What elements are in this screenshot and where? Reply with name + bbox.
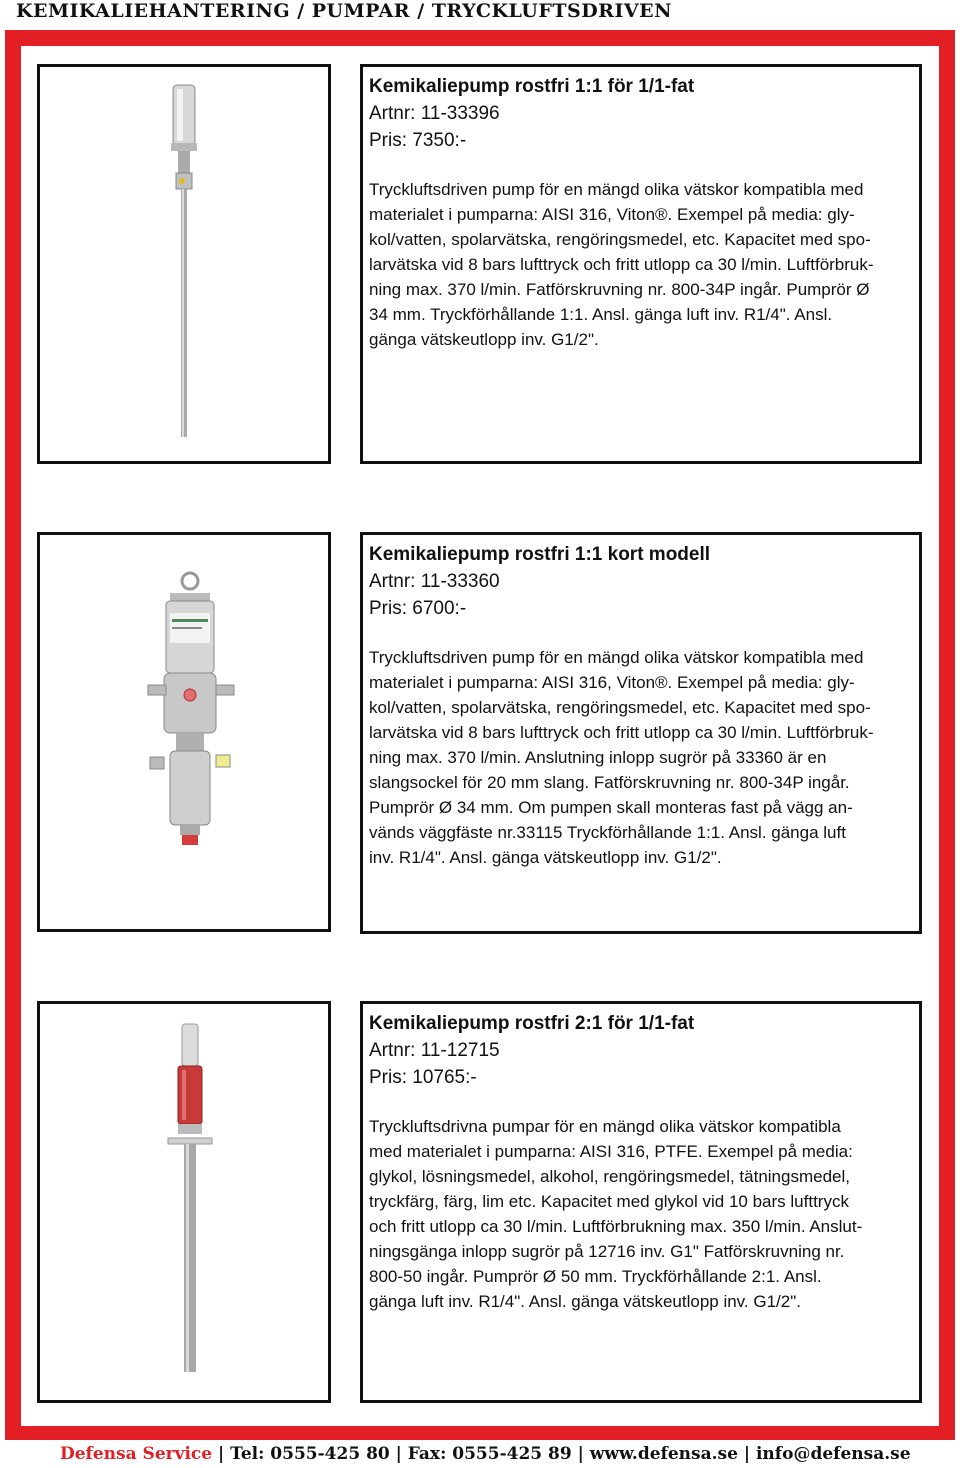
footer-fax: Fax: 0555-425 89 [407, 1444, 572, 1464]
product-artnr: Artnr: 11-12715 [369, 1040, 500, 1061]
product-description: Tryckluftsdriven pump för en mängd olika vätskor kompatibla med materialet i pumparna: AISI 316, Viton®. Exempel på media: gly- kol/vatten, spolarvätska, rengöringsmedel, etc. Kapacitet med spo- larvätska vid 8 bars lufttryck och fritt utlopp ca 30 l/min. Luftförbruk- ning max. 370 l/min. Fatförskruvning nr. 800-34P ingår. Pumprör Ø 34 mm. Tryckförhållande 1:1. Ansl. gänga luft inv. R1/4". Ansl. gänga vätskeutlopp inv. G1/2". [369, 180, 874, 349]
pump-2to1-image [40, 1004, 328, 1400]
product-price: Pris: 6700:- [369, 598, 467, 619]
product-info-box [360, 532, 922, 934]
product-name: Kemikaliepump rostfri 2:1 för 1/1-fat [369, 1013, 695, 1034]
footer-email-link[interactable]: info@defensa.se [755, 1444, 911, 1464]
product-price: Pris: 7350:- [369, 130, 467, 151]
footer-brand: Defensa Service [60, 1444, 213, 1464]
product-image-box [37, 1001, 331, 1403]
product-image-box [37, 532, 331, 932]
product-artnr: Artnr: 11-33360 [369, 571, 500, 592]
product-price: Pris: 10765:- [369, 1067, 477, 1088]
product-name: Kemikaliepump rostfri 1:1 kort modell [369, 544, 711, 565]
page-header: KEMIKALIEHANTERING / PUMPAR / TRYCKLUFTSDRIVEN [16, 0, 672, 22]
footer-web-link[interactable]: www.defensa.se [589, 1444, 738, 1464]
pump-long-image [40, 67, 328, 461]
pump-short-image [40, 535, 328, 929]
product-description: Tryckluftsdrivna pumpar för en mängd olika vätskor kompatibla med materialet i pumparna: AISI 316, PTFE. Exempel på media: glykol, lösningsmedel, alkohol, rengöringsmedel, tätningsmedel, tryckfärg, färg, lim etc. Kapacitet med glykol vid 10 bars lufttryck och fritt utlopp ca 30 l/min. Luftförbrukning max. 350 l/min. Anslut- ningsgänga inlopp sugrör på 12716 inv. G1" Fatförskruvning nr. 800-50 ingår. Pumprör Ø 50 mm. Tryckförhållande 2:1. Ansl. gänga luft inv. R1/4". Ansl. gänga vätskeutlopp inv. G1/2". [369, 1117, 863, 1311]
product-artnr: Artnr: 11-33396 [369, 103, 500, 124]
page-footer: Defensa Service | Tel: 0555-425 80 | Fax: 0555-425 89 | www.defensa.se | info@defensa.se [60, 1444, 911, 1464]
product-info-box [360, 64, 922, 464]
product-description: Tryckluftsdriven pump för en mängd olika vätskor kompatibla med materialet i pumparna: AISI 316, Viton®. Exempel på media: gly- kol/vatten, spolarvätska, rengöringsmedel, etc. Kapacitet med spo- larvätska vid 8 bars lufttryck och fritt utlopp ca 30 l/min. Luftförbruk- ning max. 370 l/min. Anslutning inlopp sugrör på 33360 är en slangsockel för 20 mm slang. Fatförskruvning nr. 800-34P ingår. Pumprör Ø 34 mm. Om pumpen skall monteras fast på vägg an- vänds väggfäste nr.33115 Tryckförhållande 1:1. Ansl. gänga luft inv. R1/4". Ansl. gänga vätskeutlopp inv. G1/2". [369, 648, 874, 867]
product-info-box [360, 1001, 922, 1403]
footer-phone: Tel: 0555-425 80 [230, 1444, 390, 1464]
product-name: Kemikaliepump rostfri 1:1 för 1/1-fat [369, 76, 695, 97]
product-image-box [37, 64, 331, 464]
